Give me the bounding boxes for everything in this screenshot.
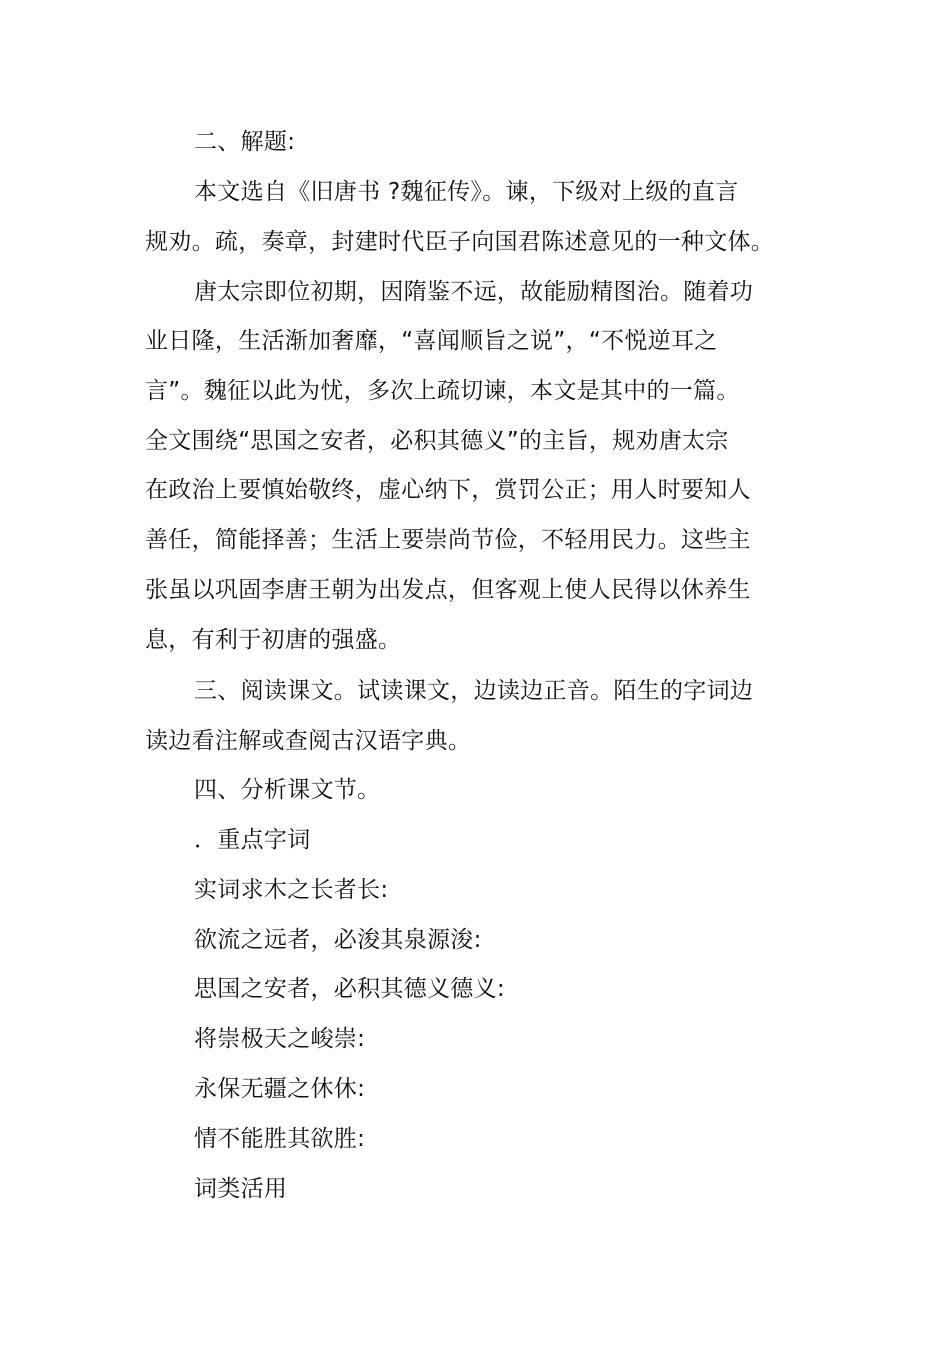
- paragraph-line: 言”。魏征以此为忧，多次上疏切谏，本文是其中的一篇。: [145, 378, 740, 404]
- paragraph-line: 读边看注解或查阅古汉语字典。: [145, 728, 472, 754]
- paragraph-line: 规劝。疏，奏章，封建时代臣子向国君陈述意见的一种文体。: [145, 229, 775, 255]
- paragraph-line: 全文围绕“思国之安者，必积其德义”的主旨，规劝唐太宗: [145, 428, 729, 454]
- paragraph-line: 本文选自《旧唐书 ?魏征传》。谏，下级对上级的直言: [194, 179, 739, 205]
- paragraph-line: 在政治上要慎始敬终，虚心纳下，赏罚公正；用人时要知人: [145, 477, 751, 503]
- paragraph-line: 张虽以巩固李唐王朝为出发点，但客观上使人民得以休养生: [145, 577, 751, 603]
- paragraph-line: 善任，简能择善；生活上要崇尚节俭，不轻用民力。这些主: [145, 527, 751, 553]
- vocab-item: 欲流之远者，必浚其泉源浚:: [194, 927, 482, 953]
- paragraph-line: 息，有利于初唐的强盛。: [145, 627, 402, 653]
- subheading-key-words: ．重点字词: [194, 827, 311, 853]
- vocab-item: 情不能胜其欲胜:: [194, 1126, 366, 1152]
- paragraph-line: 唐太宗即位初期，因隋鉴不远，故能励精图治。随着功: [194, 279, 754, 305]
- paragraph-line: 业日隆，生活渐加奢靡，“喜闻顺旨之说”，“不悦逆耳之: [145, 328, 718, 354]
- section-heading-reading: 三、阅读课文。试读课文，边读边正音。陌生的字词边: [194, 678, 754, 704]
- subheading-word-class: 词类活用: [194, 1176, 288, 1202]
- vocab-item: 思国之安者，必积其德义德义:: [194, 976, 505, 1002]
- vocab-item: 将崇极天之峻崇:: [194, 1026, 366, 1052]
- section-heading-analysis: 四、分析课文节。: [194, 777, 381, 803]
- vocab-item: 永保无疆之休休:: [194, 1076, 366, 1102]
- section-heading-jieti: 二、解题:: [194, 129, 296, 155]
- vocab-item: 实词求木之长者长:: [194, 877, 389, 903]
